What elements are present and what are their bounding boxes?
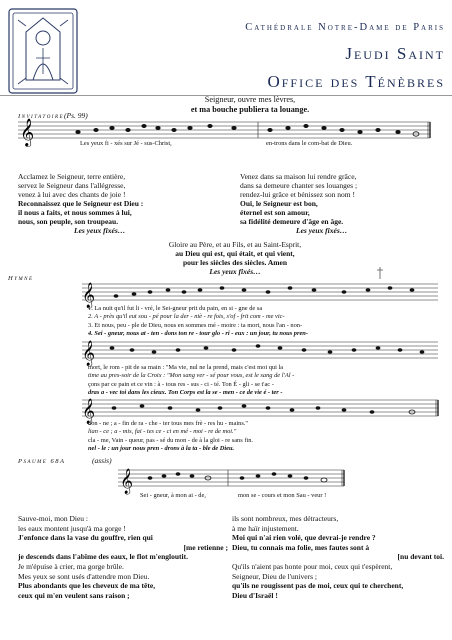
verse-line: éternel est son amour, bbox=[240, 208, 310, 217]
verse-line: nous, son peuple, son troupeau. bbox=[18, 217, 119, 226]
verse-line: ceux qui m'en veulent sans raison ; bbox=[18, 590, 130, 600]
svg-text:𝄞: 𝄞 bbox=[120, 469, 134, 494]
svg-text:𝄞: 𝄞 bbox=[20, 118, 35, 146]
hymn-lyric-line: 3. Et nous, peu - ple de Dieu, nous en sommes mé - moire : ta mort, nous l'an - non- bbox=[88, 321, 303, 329]
hymn-lyric-line: 1. La nuit qu'il fut li - vré, le Sei-gneur prit du pain, en si - gne de sa bbox=[88, 305, 263, 312]
verse-line: servez le Seigneur dans l'allégresse, bbox=[18, 181, 126, 190]
hymn-lyric-line: nel - le : un jour nous pren - drons à la ta - ble de Dieu. bbox=[88, 445, 235, 453]
invitatoire-lyric-1: Les yeux fi - xés sur Jé - sus-Christ, bbox=[80, 140, 172, 147]
doxology-line: au Dieu qui est, qui était, et qui vient, bbox=[175, 249, 295, 258]
invitatoire-right-stanza bbox=[240, 172, 445, 235]
intro-line-1: Seigneur, ouvre mes lèvres, bbox=[204, 95, 296, 104]
verse-line: il nous a faits, et nous sommes à lui, bbox=[18, 208, 132, 217]
invitatoire-left-stanza bbox=[18, 172, 238, 235]
svg-text:𝄞: 𝄞 bbox=[82, 399, 96, 424]
hymn-lyric-line: lian - ce ; a - mis, fai - tes ce - ci en mé - moi - re de moi." bbox=[88, 428, 237, 436]
refrain-cue: Les yeux fixés… bbox=[209, 267, 261, 276]
psalm-lyric-1: Sei - gneur, à mon ai - de, bbox=[140, 492, 206, 499]
office-title: Office des Ténèbres bbox=[267, 72, 445, 91]
verse-line: Oui, le Seigneur est bon, bbox=[240, 199, 318, 208]
verse-line: Qu'ils n'aient pas honte pour moi, ceux qui t'espèrent, bbox=[232, 561, 393, 571]
psalm-right-stanza bbox=[232, 514, 444, 600]
hymn-staff-2 bbox=[82, 340, 442, 364]
verse-line: sa fidélité demeure d'âge en âge. bbox=[240, 217, 344, 226]
verse-line: les eaux montent jusqu'à ma gorge ! bbox=[18, 523, 126, 533]
hymn-verses-system-1 bbox=[88, 305, 308, 339]
intro-line-2: et ma bouche publiera ta louange. bbox=[190, 105, 310, 114]
cathedral-seal-logo bbox=[8, 8, 78, 94]
svg-text:𝄞: 𝄞 bbox=[82, 283, 96, 308]
hymn-staff-3 bbox=[82, 398, 442, 422]
invitatoire-label: Invitatoire bbox=[18, 113, 65, 120]
hymn-lyric-line: 2. A - près qu'il eut sou - pé pour la der - niè - re fois, s'of - frit com - me vic- bbox=[88, 313, 285, 321]
hymn-lyric-line: cla - me, Vain - queur, pas - sé du mon - de à la gloi - re sans fin. bbox=[88, 436, 254, 444]
hymn-lyric-line: time au pres-soir de la Croix : "Mon sang ver - sé pour vous, est le sang de l'Al - bbox=[88, 372, 295, 380]
hymn-lyric-line: dras a - vec toi dans les cieux. Ton Corps est la se - men - ce de vie é - ter - bbox=[88, 389, 283, 397]
psaume-note: (assis) bbox=[92, 456, 112, 465]
verse-line: Plus abondants que les cheveux de ma tête, bbox=[18, 581, 156, 591]
verse-line: Dieu d'Israël ! bbox=[232, 590, 278, 600]
verse-line: ils sont nombreux, mes détracteurs, bbox=[232, 514, 339, 523]
verse-line: Mes yeux se sont usés d'attendre mon Dieu. bbox=[18, 571, 150, 581]
verse-line: [nu devant toi. bbox=[397, 552, 444, 562]
day-title: Jeudi Saint bbox=[345, 44, 445, 63]
verse-line: Sauve-moi, mon Dieu : bbox=[18, 514, 88, 523]
hymn-staff-1 bbox=[82, 282, 442, 306]
hymn-lyric-line: 4. Sei - gneur, nous at - ten - dons ton re - tour glo - ri - eux : un jour, tu nous pren- bbox=[88, 330, 308, 338]
verse-line: Seigneur, Dieu de l'univers ; bbox=[232, 571, 317, 581]
verse-line: Reconnaissez que le Seigneur est Dieu : bbox=[18, 199, 144, 208]
verse-line: J'enfonce dans la vase du gouffre, rien qui bbox=[18, 533, 153, 543]
invitatoire-lyric-2: en-trons dans le com-bat de Dieu. bbox=[266, 140, 353, 147]
verse-line: rendez-lui grâce et bénissez son nom ! bbox=[240, 190, 355, 199]
doxology-line: pour les siècles des siècles. Amen bbox=[182, 258, 288, 267]
psaume-label: Psaume 68A bbox=[18, 458, 66, 465]
hymn-verses-system-3 bbox=[88, 420, 253, 454]
cathedral-title: Cathédrale Notre-Dame de Paris bbox=[245, 22, 445, 33]
doxology bbox=[120, 240, 350, 276]
refrain-cue: Les yeux fixés… bbox=[74, 226, 126, 235]
invitatoire-intro bbox=[140, 95, 360, 115]
invitatoire-ref: (Ps. 99) bbox=[64, 111, 88, 120]
verse-line: Je m'épuise à crier, ma gorge brûle. bbox=[18, 561, 124, 571]
verse-line: Acclamez le Seigneur, terre entière, bbox=[18, 172, 126, 181]
verse-line: Dieu, tu connais ma folie, mes fautes sont à bbox=[232, 542, 370, 552]
doxology-line: Gloire au Père, et au Fils, et au Saint-Esprit, bbox=[168, 240, 302, 249]
verse-line: dans sa demeure chanter ses louanges ; bbox=[240, 181, 358, 190]
verse-line: [me retienne ; bbox=[183, 542, 228, 552]
hymn-verses-system-2 bbox=[88, 364, 294, 398]
psalm-left-stanza bbox=[18, 514, 228, 600]
hymn-lyric-line: don - ne ; a - fin de ra - che - ter tous mes frè - res hu - mains." bbox=[88, 420, 249, 427]
hymn-lyric-line: çons par ce pain et ce vin : à - tous res - sus - ci - té. Ton É - gli - se t'ac - bbox=[88, 380, 274, 388]
verse-line: je descends dans l'abîme des eaux, le flot m'engloutit. bbox=[18, 552, 188, 562]
svg-text:𝄞: 𝄞 bbox=[82, 341, 96, 366]
verse-line: Moi qui n'ai rien volé, que devrai-je rendre ? bbox=[232, 533, 376, 543]
verse-line: à me haïr injustement. bbox=[232, 523, 299, 533]
refrain-cue: Les yeux fixés… bbox=[296, 226, 348, 235]
psalm-staff bbox=[118, 466, 348, 492]
hymn-lyric-line: mort, le rom - pit de sa main : "Ma vie, nul ne la prend, mais c'est moi qui la bbox=[88, 364, 284, 371]
verse-line: qu'ils ne rougissent pas de moi, ceux qui te cherchent, bbox=[232, 581, 404, 591]
verse-line: Venez dans sa maison lui rendre grâce, bbox=[240, 172, 357, 181]
hymn-marker-icon bbox=[374, 266, 386, 280]
psalm-lyric-2: mon se - cours et mon Sau - veur ! bbox=[238, 492, 327, 499]
verse-line: venez à lui avec des chants de joie ! bbox=[18, 190, 126, 199]
hymne-label: Hymne bbox=[8, 275, 34, 282]
